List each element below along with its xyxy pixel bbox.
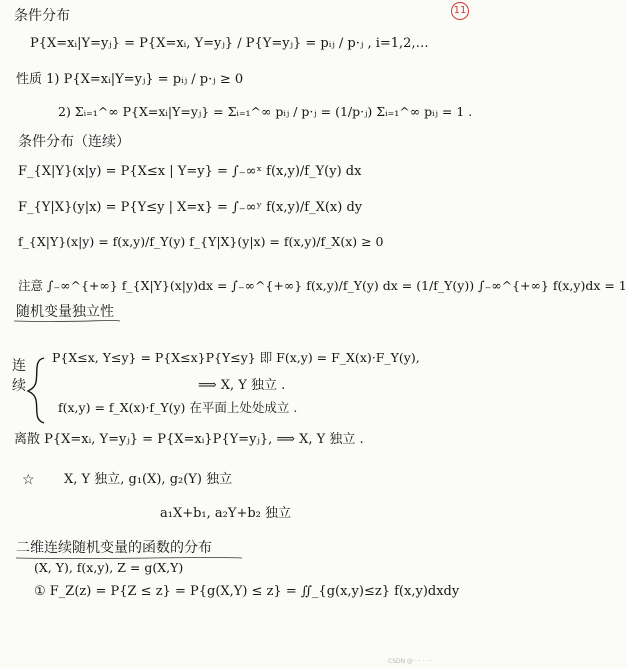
formula-cdf-y-given-x: F_{Y|X}(y|x) = P{Y≤y | X=x} = ∫₋∞ʸ f(x,y)/f_X(x) dy xyxy=(18,200,363,215)
formula-cdf-x-given-y: F_{X|Y}(x|y) = P{X≤x | Y=y} = ∫₋∞ˣ f(x,y)/f_Y(y) dx xyxy=(18,164,362,179)
star-mark: ☆ xyxy=(22,472,35,488)
property-1: 性质 1) P{X=xᵢ|Y=yⱼ} = pᵢⱼ / p·ⱼ ≥ 0 xyxy=(16,72,244,87)
independence-pdf-condition: f(x,y) = f_X(x)·f_Y(y) 在平面上处处成立 . xyxy=(58,400,298,415)
formula-conditional-densities: f_{X|Y}(x|y) = f(x,y)/f_Y(y) f_{Y|X}(y|x) = f(x,y)/f_X(x) ≥ 0 xyxy=(18,234,384,249)
brace-label-xu: 续 xyxy=(12,378,26,394)
property-2: 2) Σᵢ₌₁^∞ P{X=xᵢ|Y=yⱼ} = Σᵢ₌₁^∞ pᵢⱼ / p·ⱼ = (1/p·ⱼ) Σᵢ₌₁^∞ pᵢⱼ = 1 . xyxy=(58,104,473,119)
heading-independence: 随机变量独立性 xyxy=(16,304,114,320)
heading-conditional-distribution: 条件分布 xyxy=(14,8,70,24)
independence-cdf-condition: P{X≤x, Y≤y} = P{X≤x}P{Y≤y} 即 F(x,y) = F_X(x)·F_Y(y), xyxy=(52,350,420,365)
note-density-integrates-to-one: 注意 ∫₋∞^{+∞} f_{X|Y}(x|y)dx = ∫₋∞^{+∞} f(x,y)/f_Y(y) dx = (1/f_Y(y)) ∫₋∞^{+∞} f(x,y)dx = 1 xyxy=(18,278,627,293)
functions-independent: X, Y 独立, g₁(X), g₂(Y) 独立 xyxy=(64,472,233,487)
function-setup: (X, Y), f(x,y), Z = g(X,Y) xyxy=(34,560,184,575)
cdf-of-z: ① F_Z(z) = P{Z ≤ z} = P{g(X,Y) ≤ z} = ∬_{g(x,y)≤z} f(x,y)dxdy xyxy=(34,584,460,599)
heading-function-distribution: 二维连续随机变量的函数的分布 xyxy=(16,540,212,556)
implies-independent: ⟹ X, Y 独立 . xyxy=(198,378,286,393)
heading-conditional-continuous: 条件分布（连续） xyxy=(18,134,130,150)
page-number-circle: 11 xyxy=(451,2,469,20)
discrete-independence: 离散 P{X=xᵢ, Y=yⱼ} = P{X=xᵢ}P{Y=yⱼ}, ⟹ X, Y 独立 . xyxy=(14,432,364,447)
brace-label-lian: 连 xyxy=(12,358,26,374)
watermark: CSDN @ · · · · · · xyxy=(388,658,436,665)
linear-functions-independent: a₁X+b₁, a₂Y+b₂ 独立 xyxy=(160,506,292,521)
formula-conditional-pmf: P{X=xᵢ|Y=yⱼ} = P{X=xᵢ, Y=yⱼ} / P{Y=yⱼ} = pᵢⱼ / p·ⱼ , i=1,2,… xyxy=(30,36,429,51)
